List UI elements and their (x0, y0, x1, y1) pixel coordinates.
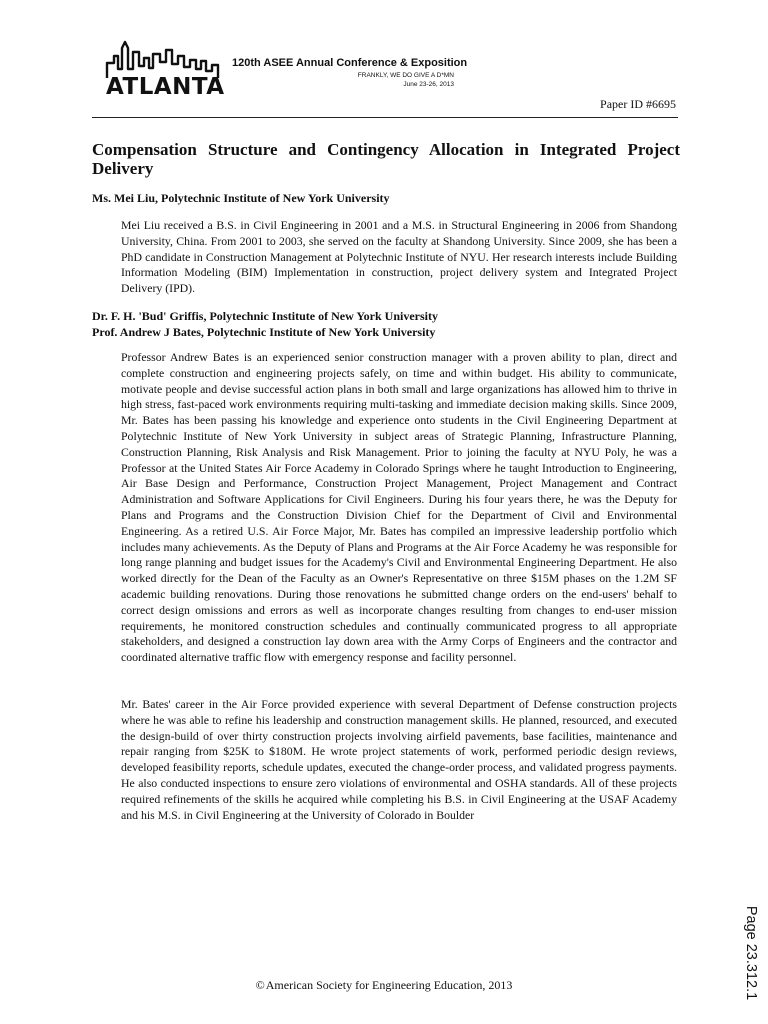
author-name: Prof. Andrew J Bates, Polytechnic Institute of New York University (92, 325, 436, 339)
page-number-label: Page 23.312.1 (743, 905, 759, 1001)
paper-title: Compensation Structure and Contingency Allocation in Integrated Project Delivery (92, 140, 680, 178)
header-divider (92, 117, 678, 118)
conference-title: 120th ASEE Annual Conference & Exposition (232, 57, 468, 69)
copyright-symbol: © (255, 978, 265, 992)
author-bio: Professor Andrew Bates is an experienced senior construction manager with a proven ability to plan, direct and complete construction and engineering projects safely, on time and within budget. His ability to communicate, motivate people and devise successful action plans in both small and large organizations has allowed him to thrive in high stress, fast-paced work environments requiring multi-tasking and immediate decision making skills. Since 2009, Mr. Bates has been passing his knowledge and experience onto students in the Civil Engineering Department at Polytechnic Institute of New York University in subject areas of Strategic Planning, Infrastructure Planning, Construction Planning, Risk Analysis and Risk Management. Prior to joining the faculty at NYU Poly, he was a Professor at the United States Air Force Academy in Colorado Springs where he taught Introduction to Engineering, Air Base Design and Performance, Construction Project Management, Project Management and Contract Administration and Software Applications for Civil Engineers. During his four years there, he was the Deputy for Plans and Programs and the Construction Division Chief for the Department of Civil and Environmental Engineering. As a retired U.S. Air Force Major, Mr. Bates has compiled an impressive leadership portfolio which includes many achievements. As the Deputy of Plans and Programs at the Air Force Academy he was responsible for long range planning and budget issues for the Academy's Civil and Environmental Engineering Department. He also worked directly for the Dean of the Faculty as an Owner's Representative on three $15M phases on the 1.2M SF academic building renovations. During those renovations he submitted change orders on the end-users' behalf to correct design omissions and errors as well as incorporate changes resulting from changes to end-user mission requirements, he monitored construction schedules and continually communicated progress to all appropriate stakeholders, and designed a construction lay down area with the Army Corps of Engineers and the contractor and coordinated alternative traffic flow with emergency response and facility personnel. (121, 350, 677, 665)
copyright-footer (0, 977, 768, 993)
author-bio: Mr. Bates' career in the Air Force provided experience with several Department of Defense construction projects where he was able to refine his leadership and construction management skills. He planned, resourced, and executed the design-build of over thirty construction projects involving airfield pavements, base facilities, maintenance and repair ranging from $25K to $180M. He wrote project statements of work, performed periodic design reviews, developed feasibility reports, schedule updates, executed the change-order process, and validated progress payments. He also conducted inspections to ensure zero violations of environmental and OSHA standards. All of these projects required refinements of the skills he acquired while completing his B.S. in Civil Engineering at the USAF Academy and his M.S. in Civil Engineering at the University of Colorado in Boulder (121, 697, 677, 822)
copyright-text: American Society for Engineering Education, 2013 (265, 978, 513, 992)
author-name: Dr. F. H. 'Bud' Griffis, Polytechnic Institute of New York University (92, 309, 438, 323)
conference-dates: June 23-26, 2013 (403, 81, 454, 88)
conference-header (232, 57, 468, 89)
logo-wordmark: ATLANTA (106, 74, 225, 100)
conference-tagline: FRANKLY, WE DO GIVE A D*MN (357, 72, 454, 79)
atlanta-skyline-logo (104, 36, 228, 106)
author-name: Ms. Mei Liu, Polytechnic Institute of New York University (92, 191, 390, 205)
paper-id: Paper ID #6695 (600, 97, 676, 111)
author-bio: Mei Liu received a B.S. in Civil Engineering in 2001 and a M.S. in Structural Engineering in 2006 from Shandong University, China. From 2001 to 2003, she served on the faculty at Shandong University. Since 2009, she has been a PhD candidate in Construction Management at Polytechnic Institute of NYU. Her research interests include Building Information Modeling (BIM) Implementation in construction, project delivery system and Integrated Project Delivery (IPD). (121, 218, 677, 296)
